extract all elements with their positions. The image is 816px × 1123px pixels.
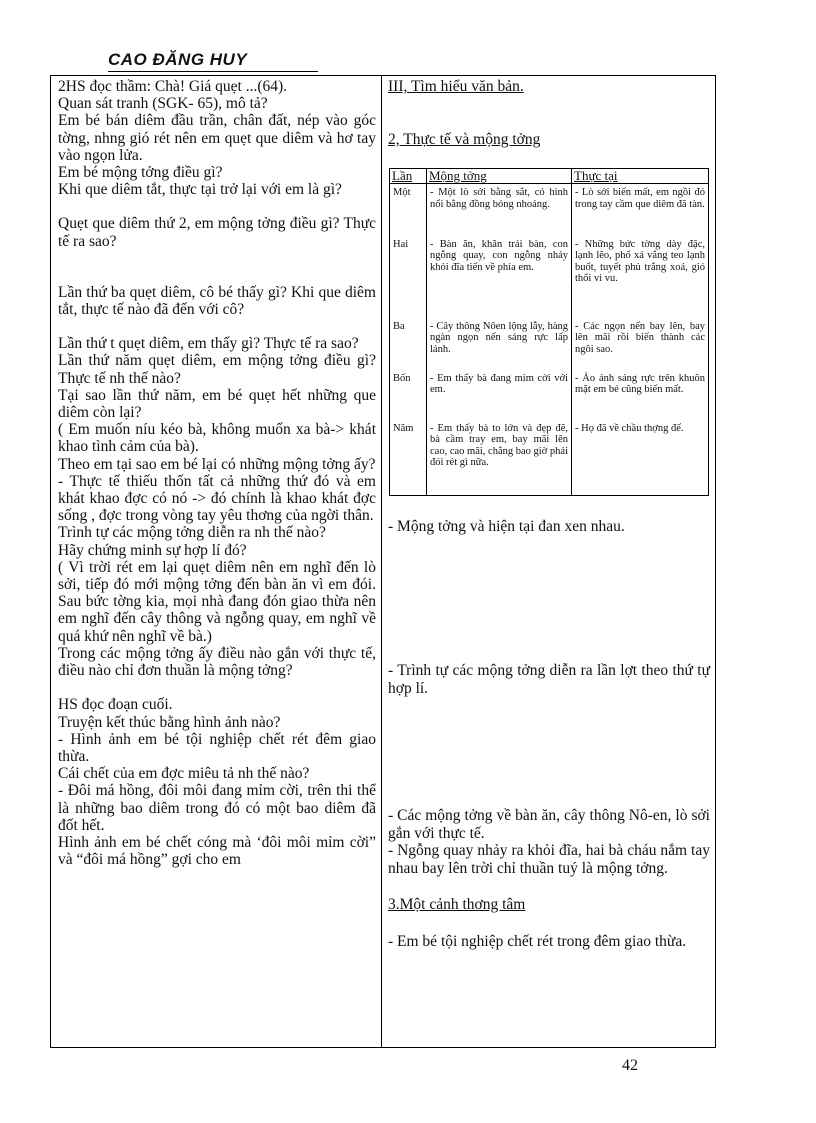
left-paragraph: Khi que diêm tắt, thực tại trở lại với em là gì? [58,181,342,199]
blank-line [58,250,376,267]
left-paragraph: Tại sao lần thứ năm, em bé quẹt hết những que diêm còn lại? [58,386,376,422]
row-label: Năm [390,420,427,496]
left-paragraph: Em bé mộng tởng điều gì? [58,164,223,182]
dream-cell: - Một lò sởi bằng sắt, có hình nổi bằng đồng bóng nhoáng. [427,184,572,236]
note-pure-fantasy: - Ngỗng quay nhảy ra khỏi đĩa, hai bà cháu nắm tay nhau bay lên trời chỉ thuần tuý là mộng tởng. [388,842,710,877]
left-paragraph: Quẹt que diêm thứ 2, em mộng tởng điều gì? Thực tế ra sao? [58,215,376,250]
dream-reality-table [389,168,709,496]
reality-cell: - Lò sởi biến mất, em ngồi đó trong tay cầm que diêm đã tàn. [572,184,709,236]
col-header-mong-tuong: Mộng tởng [427,169,572,184]
table-row [390,318,709,370]
left-paragraph: Lần thứ năm quẹt diêm, em mộng tởng điều gì? Thực tế nh thế nào? [58,352,376,387]
left-paragraph: Trình tự các mộng tởng diễn ra nh thế nào? [58,524,326,542]
page-number: 42 [622,1057,638,1074]
dream-cell: - Cây thông Nôen lộng lẫy, hàng ngàn ngọn nến sáng rực lấp lánh. [427,318,572,370]
subsection3-title: 3.Một cảnh thơng tâm [388,896,526,913]
subsection-title: 2, Thực tế và mộng tởng [388,131,541,148]
header-underline [108,71,318,72]
col-header-lan: Lần [390,169,427,184]
section-title: III, Tìm hiểu văn bản. [388,78,524,95]
row-label: Một [390,184,427,236]
table-row [390,370,709,420]
left-paragraph: Truyện kết thúc bằng hình ảnh nào? [58,713,281,731]
left-paragraph: ( Em muốn níu kéo bà, không muốn xa bà-> khát khao tình cảm của bà). [58,421,376,456]
left-paragraph: - Hình ảnh em bé tội nghiệp chết rét đêm giao thừa. [58,730,376,765]
left-paragraph: 2HS đọc thầm: Chà! Giá quẹt ...(64). [58,78,288,95]
left-paragraph: Cái chết của em đợc miêu tả nh thế nào? [58,765,310,783]
table-row [390,184,709,236]
blank-line [58,267,376,284]
left-paragraph: Lần thứ t quẹt diêm, em thấy gì? Thực tế ra sao? [58,335,359,353]
left-paragraph: ( Vì trời rét em lại quẹt diêm nên em nghĩ đến lò sởi, tiếp đó mới mộng tởng đến bàn ăn vì em đói. Sau bức tờng kia, mọi nhà đang đón giao thừa nên em nghĩ đến cây thông và ngỗng quay, em nghĩ về quá khứ nên nghĩ về bà.) [58,558,376,645]
column-divider [381,76,382,1047]
row-label: Ba [390,318,427,370]
table-row [390,420,709,496]
note-interwoven: - Mộng tởng và hiện tại đan xen nhau. [388,518,625,535]
dream-cell: - Bàn ăn, khăn trải bàn, con ngỗng quay, con ngỗng nhảy khỏi đĩa tiến về phía em. [427,236,572,318]
dream-cell: - Em thấy bà to lớn và đẹp đẽ, bà cầm tray em, bay mãi lên cao, cao mãi, chẳng bao giờ phải đói rét gì nữa. [427,420,572,496]
row-label: Bốn [390,370,427,420]
left-paragraph: HS đọc đoạn cuối. [58,696,173,714]
left-paragraph: Hình ảnh em bé chết cóng mà ‘đôi môi mỉm cời” và “đôi má hồng” gợi cho em [58,833,376,869]
left-paragraph: Hãy chứng minh sự hợp lí đó? [58,541,247,559]
reality-cell: - Họ đã về chầu thợng đế. [572,420,709,496]
left-paragraph: - Đôi má hồng, đôi môi đang mỉm cời, trên thi thể là những bao diêm trong đó có một bao diêm đã đốt hết. [58,782,376,834]
blank-line [58,318,376,335]
left-paragraph: Trong các mộng tởng ấy điều nào gắn với thực tế, điều nào chỉ đơn thuần là mộng tởng? [58,644,376,680]
col-header-thuc-tai: Thực tại [572,169,709,184]
blank-line [58,679,376,696]
left-column [58,78,376,868]
note-sequence: - Trình tự các mộng tởng diễn ra lần lợt theo thứ tự hợp lí. [388,662,710,697]
table-row [390,236,709,318]
row-label: Hai [390,236,427,318]
author-header: CAO ĐĂNG HUY [108,50,248,69]
left-paragraph: Theo em tại sao em bé lại có những mộng tởng ấy? [58,455,376,473]
lesson-table [50,75,716,1048]
left-paragraph: Lần thứ ba quẹt diêm, cô bé thấy gì? Khi que diêm tắt, thực tế nào đã đến với cô? [58,283,376,319]
left-paragraph: Em bé bán diêm đầu trần, chân đất, nép vào góc tờng, nhng gió rét nên em quẹt que diêm và hơ tay vào ngọn lửa. [58,112,376,164]
blank-line [58,198,376,215]
reality-cell: - Những bức tờng dày đặc, lạnh lẽo, phố xá vắng teo lạnh buốt, tuyết phủ trắng xoá, gió thổi vi vu. [572,236,709,318]
left-paragraph: - Thực tế thiếu thốn tất cả những thứ đó và em khát khao đợc có nó -> đó chính là khao khát đợc sống , đợc trong vòng tay yêu thơng của ngời thân. [58,472,376,525]
dream-cell: - Em thấy bà đang mỉm cời với em. [427,370,572,420]
reality-cell: - Ảo ảnh sáng rực trên khuôn mặt em bé cũng biến mất. [572,370,709,420]
left-paragraph: Quan sát tranh (SGK- 65), mô tả? [58,95,268,113]
reality-cell: - Các ngọn nến bay lên, bay lên mãi rồi biến thành các ngôi sao. [572,318,709,370]
note-realistic: - Các mộng tởng về bàn ăn, cây thông Nô-en, lò sởi gắn với thực tế. [388,807,710,842]
note-death: - Em bé tội nghiệp chết rét trong đêm giao thừa. [388,933,687,950]
